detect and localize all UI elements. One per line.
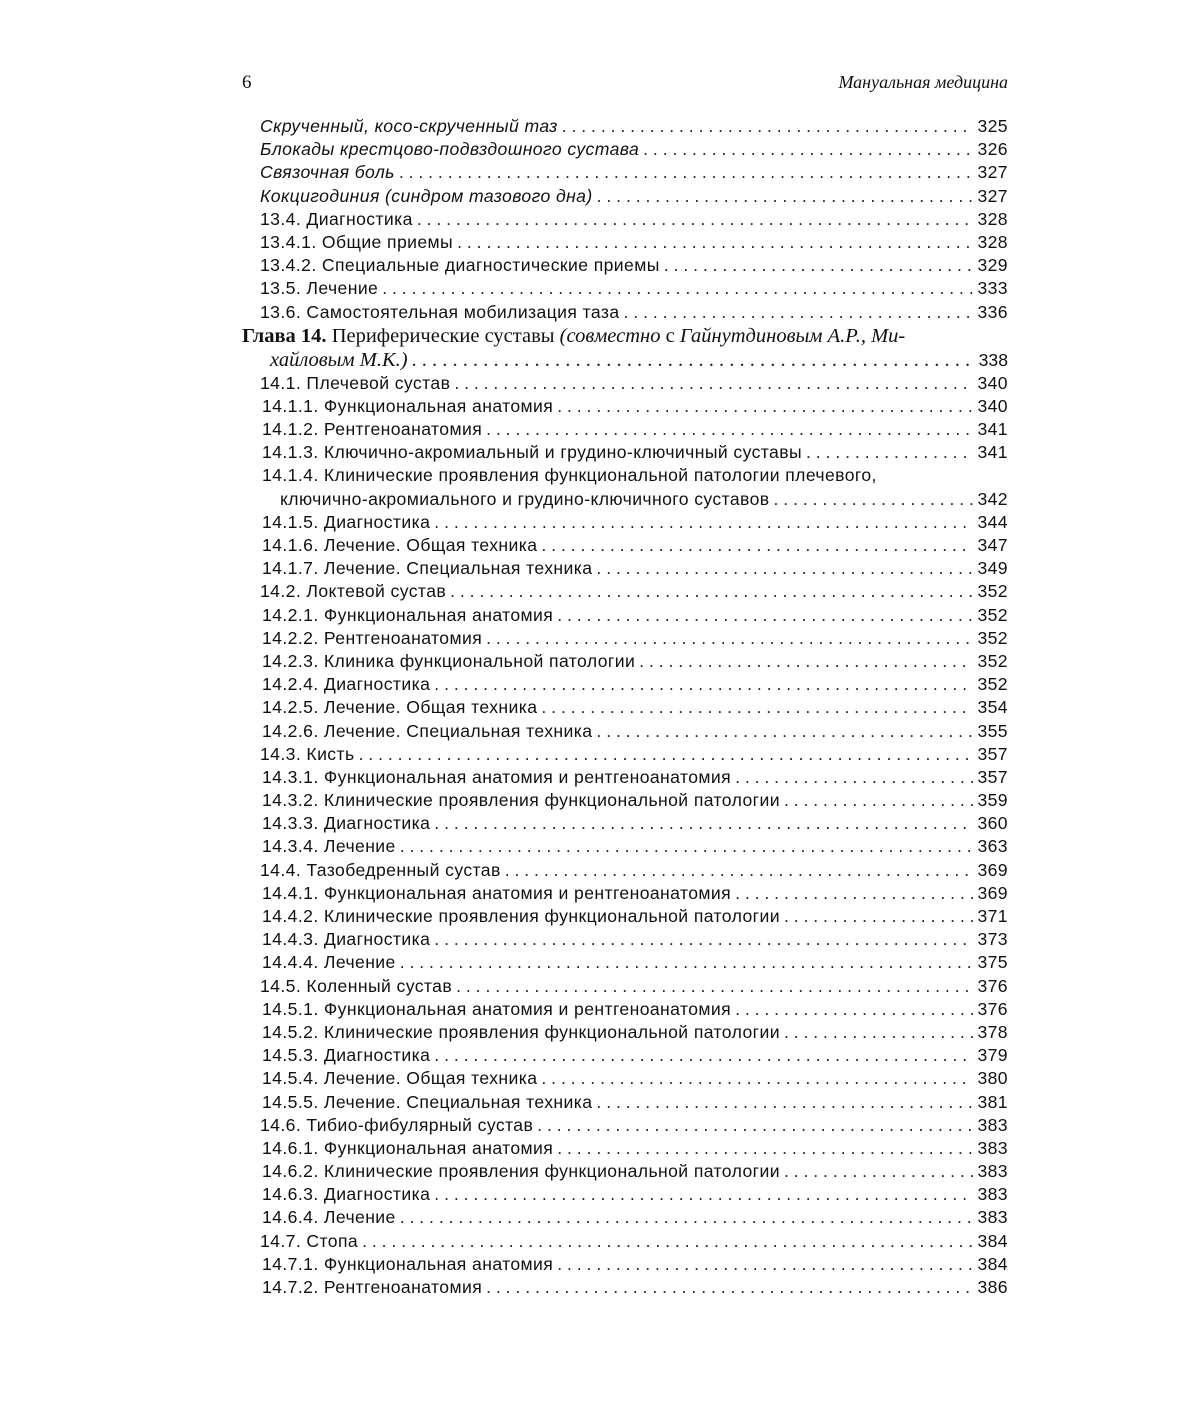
leader-dots — [434, 1045, 973, 1066]
chapter-authors-line1: Гайнутдиновым А.Р., Ми- — [679, 324, 906, 347]
chapter-title: Периферические суставы — [331, 324, 555, 347]
leader-dots — [624, 302, 974, 323]
leader-dots — [382, 278, 973, 299]
toc-entry-page: 383 — [977, 1161, 1008, 1182]
toc-entry-title: 13.4.2. Специальные диагностические приемы — [260, 255, 660, 276]
toc-entry — [242, 929, 1008, 952]
leader-dots — [417, 209, 974, 230]
toc-entry — [242, 373, 1008, 396]
toc-entry-page: 379 — [977, 1045, 1008, 1066]
leader-dots — [450, 581, 973, 602]
leader-dots — [639, 651, 973, 672]
leader-dots — [400, 952, 974, 973]
toc-entry — [242, 116, 1008, 139]
toc-entry-page: 376 — [977, 975, 1008, 996]
toc-entry — [242, 558, 1008, 581]
chapter-page: 338 — [978, 349, 1008, 370]
toc-entry-page: 341 — [977, 419, 1008, 440]
toc-entry-title: 13.6. Самостоятельная мобилизация таза — [260, 301, 620, 322]
page-header — [242, 72, 1008, 98]
toc-entry — [242, 535, 1008, 558]
toc-entry-title: Скрученный, косо-скрученный таз — [260, 116, 558, 136]
toc-entry-title: 14.2.2. Рентгеноанатомия — [262, 627, 483, 648]
leader-dots — [434, 813, 973, 834]
toc-entry-page: 354 — [977, 697, 1008, 718]
toc-entry-page: 386 — [977, 1277, 1008, 1297]
toc-entry-title: 14.4.3. Диагностика — [262, 929, 431, 950]
toc-entry-page: 384 — [977, 1230, 1008, 1251]
toc-entry-title: 14.2.5. Лечение. Общая техника — [262, 697, 538, 718]
toc-entry-page: 359 — [977, 790, 1008, 811]
toc-entry-page: 383 — [977, 1114, 1008, 1135]
toc-entry-title: 14.3.3. Диагностика — [262, 813, 431, 834]
toc-entry-page: 352 — [977, 581, 1008, 602]
toc-entry-page: 383 — [977, 1207, 1008, 1228]
leader-dots — [434, 512, 973, 533]
toc-entry — [242, 651, 1008, 674]
toc-entry — [242, 1138, 1008, 1161]
toc-entry-page: 327 — [977, 162, 1008, 183]
chapter-paren: (совместно — [559, 324, 661, 347]
toc-entry-title: 14.4.2. Клинические проявления функциональной патологии — [262, 906, 780, 926]
leader-dots — [735, 767, 973, 788]
toc-entry — [242, 1254, 1008, 1277]
toc-entry-page: 381 — [977, 1091, 1008, 1112]
toc-entry-title: 14.3. Кисть — [260, 743, 355, 764]
toc-entry — [242, 255, 1008, 278]
page-number: 6 — [242, 72, 252, 93]
toc-entry — [242, 489, 1008, 512]
toc-entry-page: 326 — [977, 139, 1008, 160]
leader-dots — [541, 697, 973, 718]
leader-dots — [362, 1231, 973, 1252]
toc-section-14 — [242, 373, 1008, 1301]
toc-entry — [242, 162, 1008, 185]
toc-entry-page: 329 — [977, 255, 1008, 276]
toc-entry — [242, 721, 1008, 744]
leader-dots — [735, 999, 973, 1020]
toc-entry — [242, 906, 1008, 929]
toc-entry — [242, 1115, 1008, 1138]
toc-entry-title: 14.4. Тазобедренный сустав — [260, 859, 501, 880]
leader-dots — [541, 535, 973, 556]
toc-entry — [242, 1161, 1008, 1184]
leader-dots — [454, 373, 973, 394]
toc-entry — [242, 419, 1008, 442]
toc-entry-page: 336 — [977, 301, 1008, 322]
toc-entry — [242, 1231, 1008, 1254]
toc-entry — [242, 744, 1008, 767]
leader-dots — [562, 116, 974, 137]
toc-entry-title: 14.5. Коленный сустав — [260, 975, 453, 996]
leader-dots — [505, 860, 974, 881]
toc-entry-page: 376 — [977, 998, 1008, 1019]
toc-entry-page: 363 — [977, 836, 1008, 857]
toc-entry — [242, 581, 1008, 604]
leader-dots — [784, 1161, 974, 1182]
toc-entry — [242, 883, 1008, 906]
leader-dots — [434, 674, 973, 695]
toc-entry-page: 327 — [977, 185, 1008, 206]
toc-entry-page: 369 — [977, 882, 1008, 903]
toc-entry-title: Кокцигодиния (синдром тазового дна) — [260, 185, 593, 206]
toc-entry-title: 14.1.7. Лечение. Специальная техника — [262, 558, 593, 579]
leader-dots — [557, 1254, 973, 1275]
toc-entry-title: 14.2.3. Клиника функциональной патологии — [262, 650, 636, 671]
toc-entry-page: 375 — [977, 952, 1008, 973]
table-of-contents — [242, 116, 1008, 1300]
leader-dots — [596, 721, 973, 742]
toc-entry-page: 352 — [977, 604, 1008, 625]
toc-entry-title: 14.6.3. Диагностика — [262, 1184, 431, 1205]
toc-entry — [242, 232, 1008, 255]
toc-entry-page: 383 — [977, 1184, 1008, 1205]
toc-entry — [242, 999, 1008, 1022]
toc-entry-title: 14.5.1. Функциональная анатомия и рентгеноанатомия — [262, 998, 732, 1019]
toc-entry — [242, 605, 1008, 628]
toc-entry — [242, 442, 1008, 465]
toc-entry-page: 371 — [977, 906, 1008, 926]
toc-entry-title: 14.6. Тибио-фибулярный сустав — [260, 1114, 534, 1135]
toc-entry-title: 14.6.1. Функциональная анатомия — [262, 1137, 554, 1158]
leader-dots — [784, 906, 974, 927]
toc-entry — [242, 139, 1008, 162]
leader-dots — [806, 442, 973, 463]
toc-entry — [242, 790, 1008, 813]
leader-dots — [412, 349, 975, 372]
toc-entry-page: 383 — [977, 1137, 1008, 1158]
toc-entry-title: 14.7.2. Рентгеноанатомия — [262, 1277, 483, 1297]
toc-entry — [242, 396, 1008, 419]
leader-dots — [457, 232, 973, 253]
leader-dots — [456, 976, 973, 997]
leader-dots — [359, 744, 974, 765]
toc-entry-title: 14.1.2. Рентгеноанатомия — [262, 419, 483, 440]
toc-entry — [242, 976, 1008, 999]
leader-dots — [434, 929, 973, 950]
leader-dots — [597, 186, 974, 207]
leader-dots — [784, 1022, 974, 1043]
toc-entry-page: 344 — [977, 511, 1008, 532]
toc-entry — [242, 512, 1008, 535]
toc-entry-page: 340 — [977, 372, 1008, 393]
toc-entry-title: 14.1.5. Диагностика — [262, 511, 431, 532]
toc-entry — [242, 465, 1008, 488]
leader-dots — [541, 1068, 973, 1089]
leader-dots — [643, 139, 973, 160]
leader-dots — [664, 255, 974, 276]
toc-entry — [242, 628, 1008, 651]
toc-entry-page: 333 — [977, 278, 1008, 299]
toc-entry — [242, 1045, 1008, 1068]
toc-entry-page: 349 — [977, 558, 1008, 579]
toc-entry-title: 14.1.3. Ключично-акромиальный и грудино-ключичный суставы — [262, 442, 803, 463]
toc-entry-title: 14.2.6. Лечение. Специальная техника — [262, 720, 593, 741]
toc-entry-page: 352 — [977, 674, 1008, 695]
toc-entry-title: 13.4. Диагностика — [260, 208, 413, 229]
toc-entry — [242, 1277, 1008, 1300]
toc-section-13 — [242, 116, 1008, 325]
toc-entry-page: 352 — [977, 650, 1008, 671]
toc-entry — [242, 186, 1008, 209]
chapter-heading — [242, 325, 1008, 349]
leader-dots — [784, 790, 974, 811]
toc-entry-page: 347 — [977, 535, 1008, 555]
toc-entry-page: 328 — [977, 208, 1008, 229]
toc-entry — [242, 1022, 1008, 1045]
toc-entry-page: 341 — [977, 442, 1008, 463]
toc-entry-title: ключично-акромиального и грудино-ключичного суставов — [280, 488, 770, 509]
toc-entry — [242, 860, 1008, 883]
toc-entry-title: 14.7. Стопа — [260, 1230, 359, 1251]
toc-entry-page: 340 — [977, 395, 1008, 416]
toc-entry-page: 360 — [977, 813, 1008, 834]
toc-entry-title: Связочная боль — [260, 162, 395, 183]
leader-dots — [596, 1092, 973, 1113]
leader-dots — [557, 396, 973, 417]
chapter-authors-line2: хайловым М.К.) — [270, 348, 408, 371]
toc-entry — [242, 697, 1008, 720]
toc-entry-title: 14.2. Локтевой сустав — [260, 581, 447, 602]
toc-entry-title: 14.1.4. Клинические проявления функциональной патологии плечевого, — [262, 465, 877, 486]
toc-entry-page: 342 — [977, 488, 1008, 509]
toc-entry — [242, 1092, 1008, 1115]
toc-entry-title: 14.1.1. Функциональная анатомия — [262, 395, 554, 416]
leader-dots — [400, 1207, 974, 1228]
leader-dots — [596, 558, 973, 579]
toc-entry-page: 355 — [977, 720, 1008, 741]
toc-entry-title: 14.1.6. Лечение. Общая техника — [262, 535, 538, 555]
toc-entry-page: 352 — [977, 627, 1008, 648]
toc-entry — [242, 767, 1008, 790]
leader-dots — [774, 489, 974, 510]
toc-entry-page: 369 — [977, 859, 1008, 880]
chapter-with: с — [665, 324, 675, 347]
toc-entry — [242, 836, 1008, 859]
toc-entry-title: 14.1. Плечевой сустав — [260, 372, 451, 393]
toc-entry-title: 14.4.4. Лечение — [262, 952, 396, 973]
toc-entry-page: 384 — [977, 1253, 1008, 1274]
toc-entry-title: 13.5. Лечение — [260, 278, 379, 299]
toc-entry-page: 373 — [977, 929, 1008, 950]
leader-dots — [400, 836, 974, 857]
toc-entry-page: 378 — [977, 1021, 1008, 1042]
toc-entry-title: 14.6.2. Клинические проявления функциональной патологии — [262, 1161, 780, 1182]
leader-dots — [434, 1184, 973, 1205]
toc-entry-title: 14.5.3. Диагностика — [262, 1045, 431, 1066]
toc-entry — [242, 1068, 1008, 1091]
chapter-heading-continued — [242, 349, 1008, 373]
leader-dots — [537, 1115, 973, 1136]
toc-entry-title: 14.2.1. Функциональная анатомия — [262, 604, 554, 625]
toc-entry-title: 14.7.1. Функциональная анатомия — [262, 1253, 554, 1274]
running-title: Мануальная медицина — [838, 72, 1008, 92]
toc-entry-title: 13.4.1. Общие приемы — [260, 231, 454, 252]
toc-entry — [242, 302, 1008, 325]
toc-entry-page: 380 — [977, 1068, 1008, 1089]
toc-entry — [242, 674, 1008, 697]
toc-entry-title: 14.4.1. Функциональная анатомия и рентгеноанатомия — [262, 882, 732, 903]
leader-dots — [735, 883, 973, 904]
toc-entry-page: 357 — [977, 743, 1008, 764]
toc-entry-page: 328 — [977, 231, 1008, 252]
leader-dots — [399, 162, 974, 183]
leader-dots — [486, 1277, 973, 1298]
toc-entry-title: 14.5.2. Клинические проявления функциональной патологии — [262, 1021, 780, 1042]
toc-entry — [242, 278, 1008, 301]
leader-dots — [557, 605, 973, 626]
toc-entry-title: 14.3.4. Лечение — [262, 836, 396, 857]
toc-entry-title: 14.3.1. Функциональная анатомия и рентгеноанатомия — [262, 766, 732, 787]
toc-entry-title: 14.2.4. Диагностика — [262, 674, 431, 695]
toc-entry-title: 14.3.2. Клинические проявления функциональной патологии — [262, 790, 780, 811]
toc-entry-title: Блокады крестцово-подвздошного сустава — [260, 139, 640, 160]
toc-entry — [242, 1184, 1008, 1207]
toc-entry — [242, 813, 1008, 836]
toc-entry — [242, 209, 1008, 232]
leader-dots — [486, 419, 973, 440]
toc-entry — [242, 952, 1008, 975]
toc-entry — [242, 1207, 1008, 1230]
chapter-label: Глава 14. — [242, 324, 327, 347]
toc-entry-title: 14.6.4. Лечение — [262, 1207, 396, 1228]
leader-dots — [486, 628, 973, 649]
leader-dots — [557, 1138, 973, 1159]
toc-entry-page: 357 — [977, 766, 1008, 787]
toc-entry-page: 325 — [977, 116, 1008, 136]
toc-entry-title: 14.5.5. Лечение. Специальная техника — [262, 1091, 593, 1112]
toc-entry-title: 14.5.4. Лечение. Общая техника — [262, 1068, 538, 1089]
